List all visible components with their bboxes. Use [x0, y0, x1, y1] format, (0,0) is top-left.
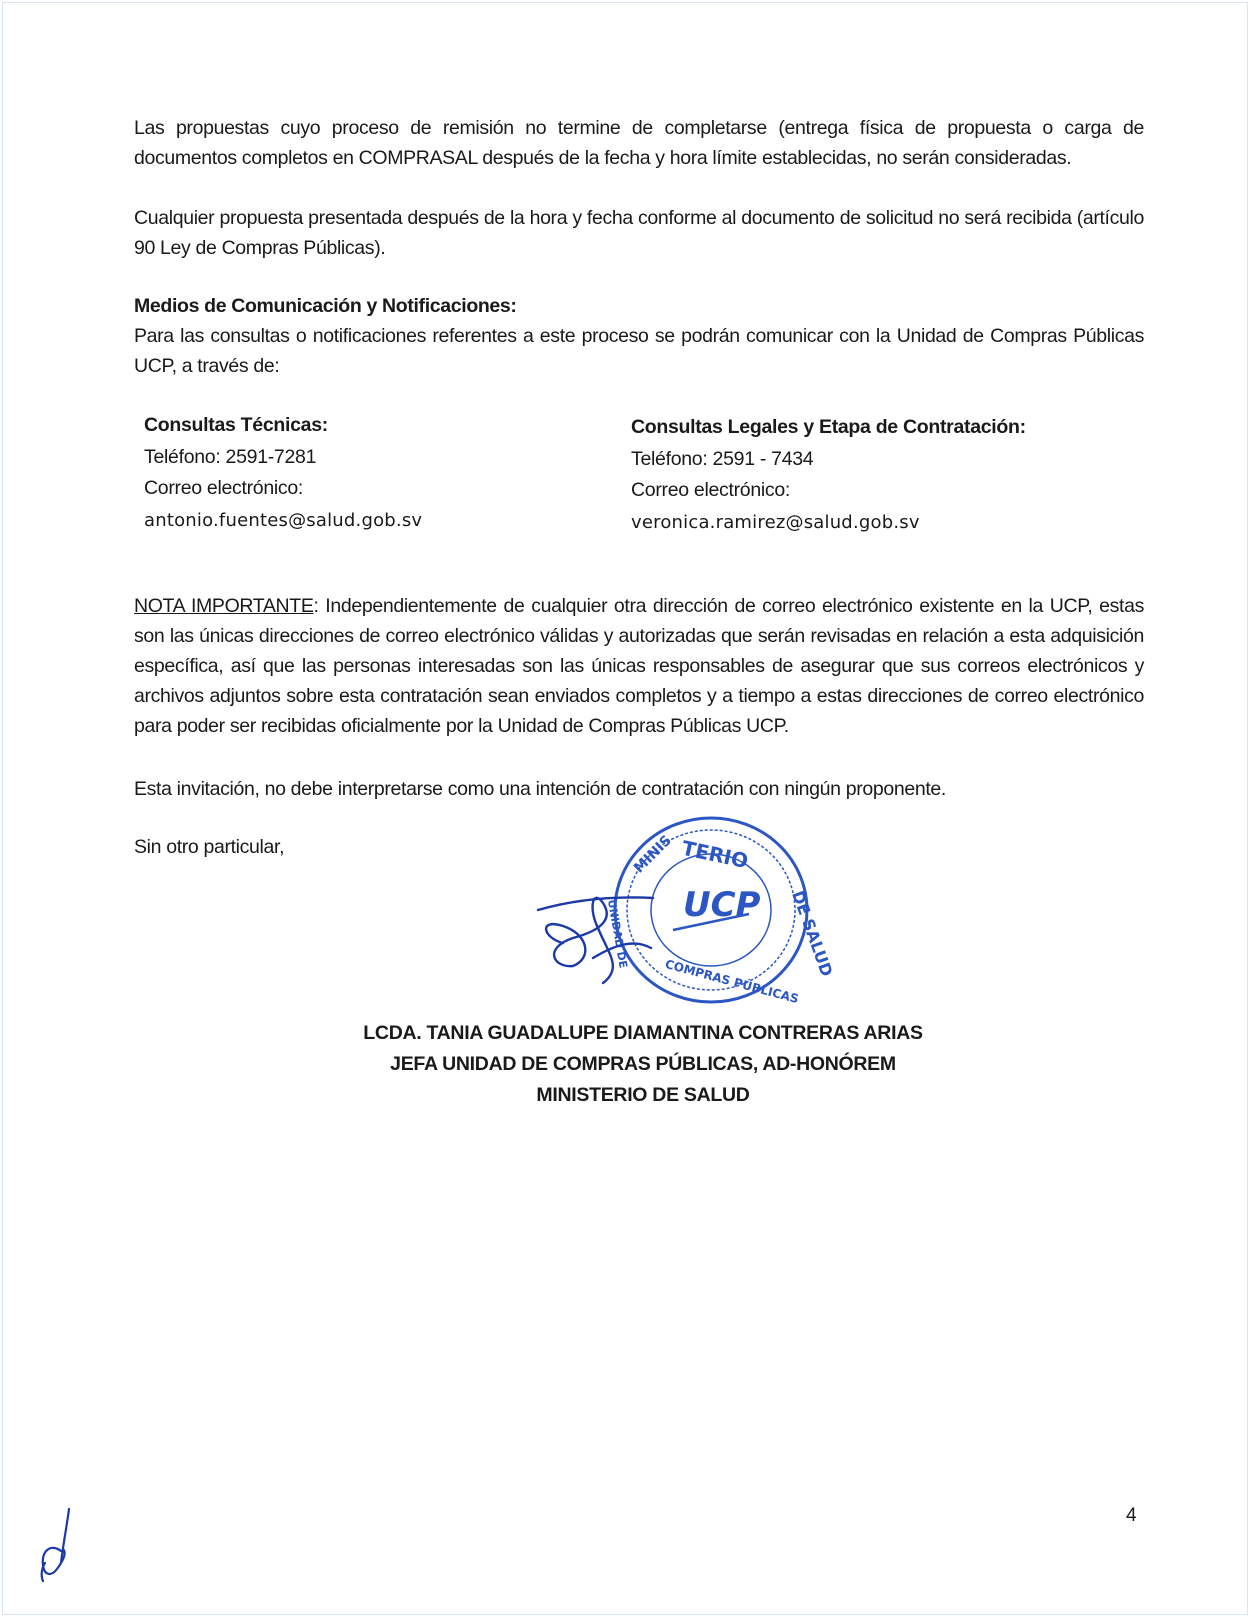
medios-text: Para las consultas o notificaciones referentes a este proceso se podrán comunicar con la Unidad de Compras Públicas UCP, a través de: [134, 325, 1144, 377]
contact-tecnicas-phone: Teléfono: 2591-7281 [144, 445, 317, 468]
paragraph-invitacion: Esta invitación, no debe interpretarse como una intención de contratación con ningún proponente. [134, 778, 946, 800]
svg-text:DE SALUD: DE SALUD [788, 888, 837, 979]
contact-legales-phone: Teléfono: 2591 - 7434 [631, 447, 814, 470]
handwritten-initial [33, 1503, 93, 1583]
svg-text:MINIS: MINIS [630, 832, 675, 877]
svg-text:COMPRAS PÚBLICAS: COMPRAS PÚBLICAS [663, 957, 801, 1007]
nota-importante [134, 591, 1144, 741]
paragraph-propuesta-tardia: Cualquier propuesta presentada después de la hora y fecha conforme al documento de solicitud no será recibida (artículo 90 Ley de Compras Públicas). [134, 207, 1144, 259]
official-seal-stamp [533, 818, 837, 1018]
signatory-institution: MINISTERIO DE SALUD [536, 1084, 750, 1106]
page-number: 4 [1126, 1505, 1137, 1526]
contact-tecnicas [144, 410, 422, 536]
contact-legales-email-label: Correo electrónico: [631, 479, 791, 501]
signatory-position: JEFA UNIDAD DE COMPRAS PÚBLICAS, AD-HONÓREM [390, 1053, 896, 1075]
contact-legales-email[interactable]: veronica.ramirez@salud.gob.sv [631, 511, 920, 533]
handwritten-signature [538, 898, 653, 984]
contact-tecnicas-title: Consultas Técnicas: [144, 414, 328, 436]
contact-legales-title: Consultas Legales y Etapa de Contratación: [631, 416, 1026, 438]
signatory-name: LCDA. TANIA GUADALUPE DIAMANTINA CONTRERAS ARIAS [363, 1022, 923, 1044]
contact-tecnicas-email[interactable]: antonio.fuentes@salud.gob.sv [144, 509, 423, 531]
svg-text:UNIDAD DE: UNIDAD DE [604, 898, 630, 970]
nota-text: : Independientemente de cualquier otra dirección de correo electrónico existente en la UCP, estas son las únicas direcciones de correo electrónico válidas y autorizadas que serán revisadas en relación a esta adquisición específica, así que las personas interesadas son las únicas responsables de asegurar que sus correos electrónicos y archivos adjuntos sobre esta contratación sean enviados completos y a tiempo a estas direcciones de correo electrónico para poder ser recibidas oficialmente por la Unidad de Compras Públicas UCP. [134, 595, 1144, 737]
signatory-block [303, 1018, 983, 1111]
seal-center-text: UCP [683, 885, 761, 925]
document-page [2, 2, 1248, 1615]
contact-tecnicas-email-label: Correo electrónico: [144, 477, 304, 499]
medios-heading: Medios de Comunicación y Notificaciones: [134, 295, 517, 317]
paragraph-despedida: Sin otro particular, [134, 836, 285, 858]
contact-legales [631, 412, 1026, 538]
section-medios [134, 291, 1144, 381]
nota-label: NOTA IMPORTANTE [134, 595, 314, 617]
svg-text:TERIO: TERIO [679, 835, 751, 874]
paragraph-remision: Las propuestas cuyo proceso de remisión no termine de completarse (entrega física de propuesta o carga de documentos completos en COMPRASAL después de la fecha y hora límite establecidas, no serán consideradas. [134, 117, 1144, 169]
